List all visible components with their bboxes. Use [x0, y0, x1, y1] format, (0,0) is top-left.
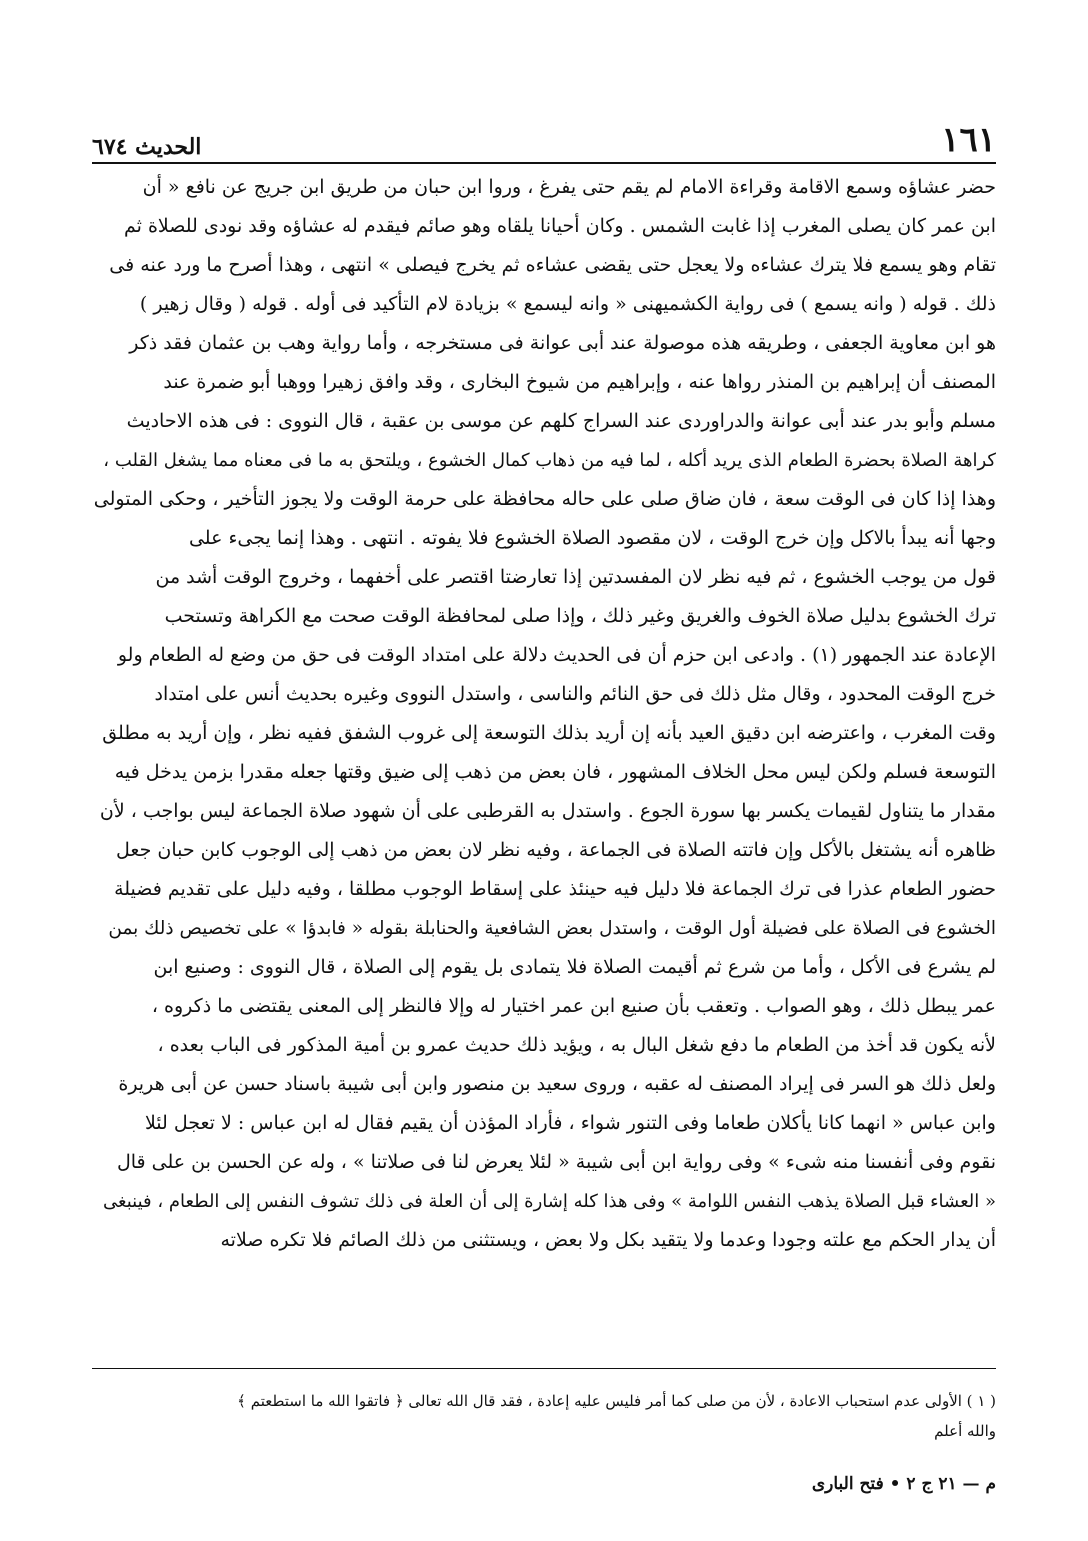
header-rule [92, 162, 996, 164]
footnote-line: والله أعلم [934, 1422, 996, 1440]
text-line: مسلم وأبو بدر عند أبى عوانة والدراوردى عند السراج كلهم عن موسى بن عقبة ، قال النووى : فى هذه الاحاديث [126, 410, 996, 432]
printer-signature: م — ٢١ ج ٢ • فتح البارى [811, 1474, 996, 1494]
text-line: حضر عشاؤه وسمع الاقامة وقراءة الامام لم يقم حتى يفرغ ، وروا ابن حبان من طريق ابن جريج عن نافع « أن [142, 176, 996, 198]
page-header [92, 118, 996, 160]
text-line: نقوم وفى أنفسنا منه شىء » وفى رواية ابن أبى شيبة « لئلا يعرض لنا فى صلاتنا » ، وله عن الحسن بن على قال [116, 1151, 996, 1173]
text-line: كراهة الصلاة بحضرة الطعام الذى يريد أكله ، لما فيه من ذهاب كمال الخشوع ، ويلتحق به ما فى معناه مما يشغل القلب ، [103, 450, 996, 471]
text-line: الخشوع فى الصلاة على فضيلة أول الوقت ، واستدل بعض الشافعية والحنابلة بقوله « فابدؤا » على تخصيص ذلك بمن [108, 918, 996, 939]
footnote [92, 1386, 996, 1446]
text-line: هو ابن معاوية الجعفى ، وطريقه هذه موصولة عند أبى عوانة فى مستخرجه ، وأما رواية وهب بن عثمان فقد ذكر [129, 332, 996, 354]
text-line: حضور الطعام عذرا فى ترك الجماعة فلا دليل فيه حينئذ على إسقاط الوجوب مطلقا ، وفيه دليل على تقديم فضيلة [114, 878, 996, 900]
text-line: الإعادة عند الجمهور (١) . وادعى ابن حزم أن فى الحديث دلالة على امتداد الوقت فى حق من وضع له الطعام ولو [117, 644, 996, 666]
text-line: عمر يبطل ذلك ، وهو الصواب . وتعقب بأن صنيع ابن عمر اختيار له وإلا فالنظر إلى المعنى يقتضى ما ذكروه ، [151, 995, 996, 1017]
text-line: لم يشرع فى الأكل ، وأما من شرع ثم أقيمت الصلاة فلا يتمادى بل يقوم إلى الصلاة ، قال النووى : وصنيع ابن [153, 956, 996, 978]
text-line: ذلك . قوله ( وانه يسمع ) فى رواية الكشميهنى « وانه ليسمع » بزيادة لام التأكيد فى أوله . قوله ( وقال زهير ) [139, 293, 996, 315]
text-line: ولعل ذلك هو السر فى إيراد المصنف له عقبه ، وروى سعيد بن منصور وابن أبى شيبة باسناد حسن عن أبى هريرة [118, 1073, 996, 1095]
text-line: « العشاء قبل الصلاة يذهب النفس اللوامة » وفى هذا كله إشارة إلى أن العلة فى ذلك تشوف النفس إلى الطعام ، فينبغى [103, 1191, 996, 1212]
text-line: ظاهره أنه يشتغل بالأكل وإن فاتته الصلاة فى الجماعة ، وفيه نظر لان بعض من ذهب إلى الوجوب كابن حبان جعل [116, 839, 996, 861]
text-line: خرج الوقت المحدود ، وقال مثل ذلك فى حق النائم والناسى ، واستدل النووى وغيره بحديث أنس على امتداد [154, 683, 996, 705]
text-line: وجها أنه يبدأ بالاكل وإن خرج الوقت ، لان مقصود الصلاة الخشوع فلا يفوته . انتهى . وهذا إنما يجىء على [188, 527, 996, 549]
text-line: مقدار ما يتناول لقيمات يكسر بها سورة الجوع . واستدل به القرطبى على أن شهود صلاة الجماعة ليس بواجب ، لأن [99, 800, 996, 822]
text-line: ابن عمر كان يصلى المغرب إذا غابت الشمس . وكان أحيانا يلقاه وهو صائم فيقدم له عشاؤه وقد نودى للصلاة ثم [123, 215, 996, 237]
running-header: الحديث ٦٧٤ [92, 134, 202, 160]
page-number: ١٦١ [941, 120, 996, 160]
main-text [92, 168, 996, 1365]
text-line: لأنه يكون قد أخذ من الطعام ما دفع شغل البال به ، ويؤيد ذلك حديث عمرو بن أمية المذكور فى الباب بعده ، [157, 1034, 996, 1056]
text-line: قول من يوجب الخشوع ، ثم فيه نظر لان المفسدتين إذا تعارضتا اقتصر على أخفهما ، وخروج الوقت أشد من [155, 566, 996, 588]
footnote-line: ( ١ ) الأولى عدم استحباب الاعادة ، لأن من صلى كما أمر فليس عليه إعادة ، فقد قال الله تعالى ﴿ فاتقوا الله ما استطعتم ﴾ [237, 1392, 996, 1410]
text-line: وهذا إذا كان فى الوقت سعة ، فان ضاق صلى على حاله محافظة على حرمة الوقت ولا يجوز التأخير ، وحكى المتولى [93, 488, 996, 510]
text-line: تقام وهو يسمع فلا يترك عشاءه ولا يعجل حتى يقضى عشاءه ثم يخرج فيصلى » انتهى ، وهذا أصرح ما ورد عنه فى [109, 254, 996, 276]
text-line: ترك الخشوع بدليل صلاة الخوف والغريق وغير ذلك ، وإذا صلى لمحافظة الوقت صحت مع الكراهة وتستحب [164, 605, 996, 627]
footnote-rule [92, 1368, 996, 1369]
text-line: المصنف أن إبراهيم بن المنذر رواها عنه ، وإبراهيم من شيوخ البخارى ، وقد وافق زهيرا ووهبا أبو ضمرة عند [163, 371, 996, 393]
text-line: التوسعة فسلم ولكن ليس محل الخلاف المشهور ، فان بعض من ذهب إلى ضيق وقتها جعله مقدرا بزمن يدخل فيه [114, 761, 996, 783]
text-line: وقت المغرب ، واعترضه ابن دقيق العيد بأنه إن أريد بذلك التوسعة إلى غروب الشفق ففيه نظر ، وإن أريد به مطلق [102, 722, 996, 744]
text-line: أن يدار الحكم مع علته وجودا وعدما ولا يتقيد بكل ولا بعض ، ويستثنى من ذلك الصائم فلا تكره صلاته [220, 1229, 996, 1251]
text-line: وابن عباس « انهما كانا يأكلان طعاما وفى التنور شواء ، فأراد المؤذن أن يقيم فقال له ابن عباس : لا تعجل لئلا [144, 1112, 996, 1134]
